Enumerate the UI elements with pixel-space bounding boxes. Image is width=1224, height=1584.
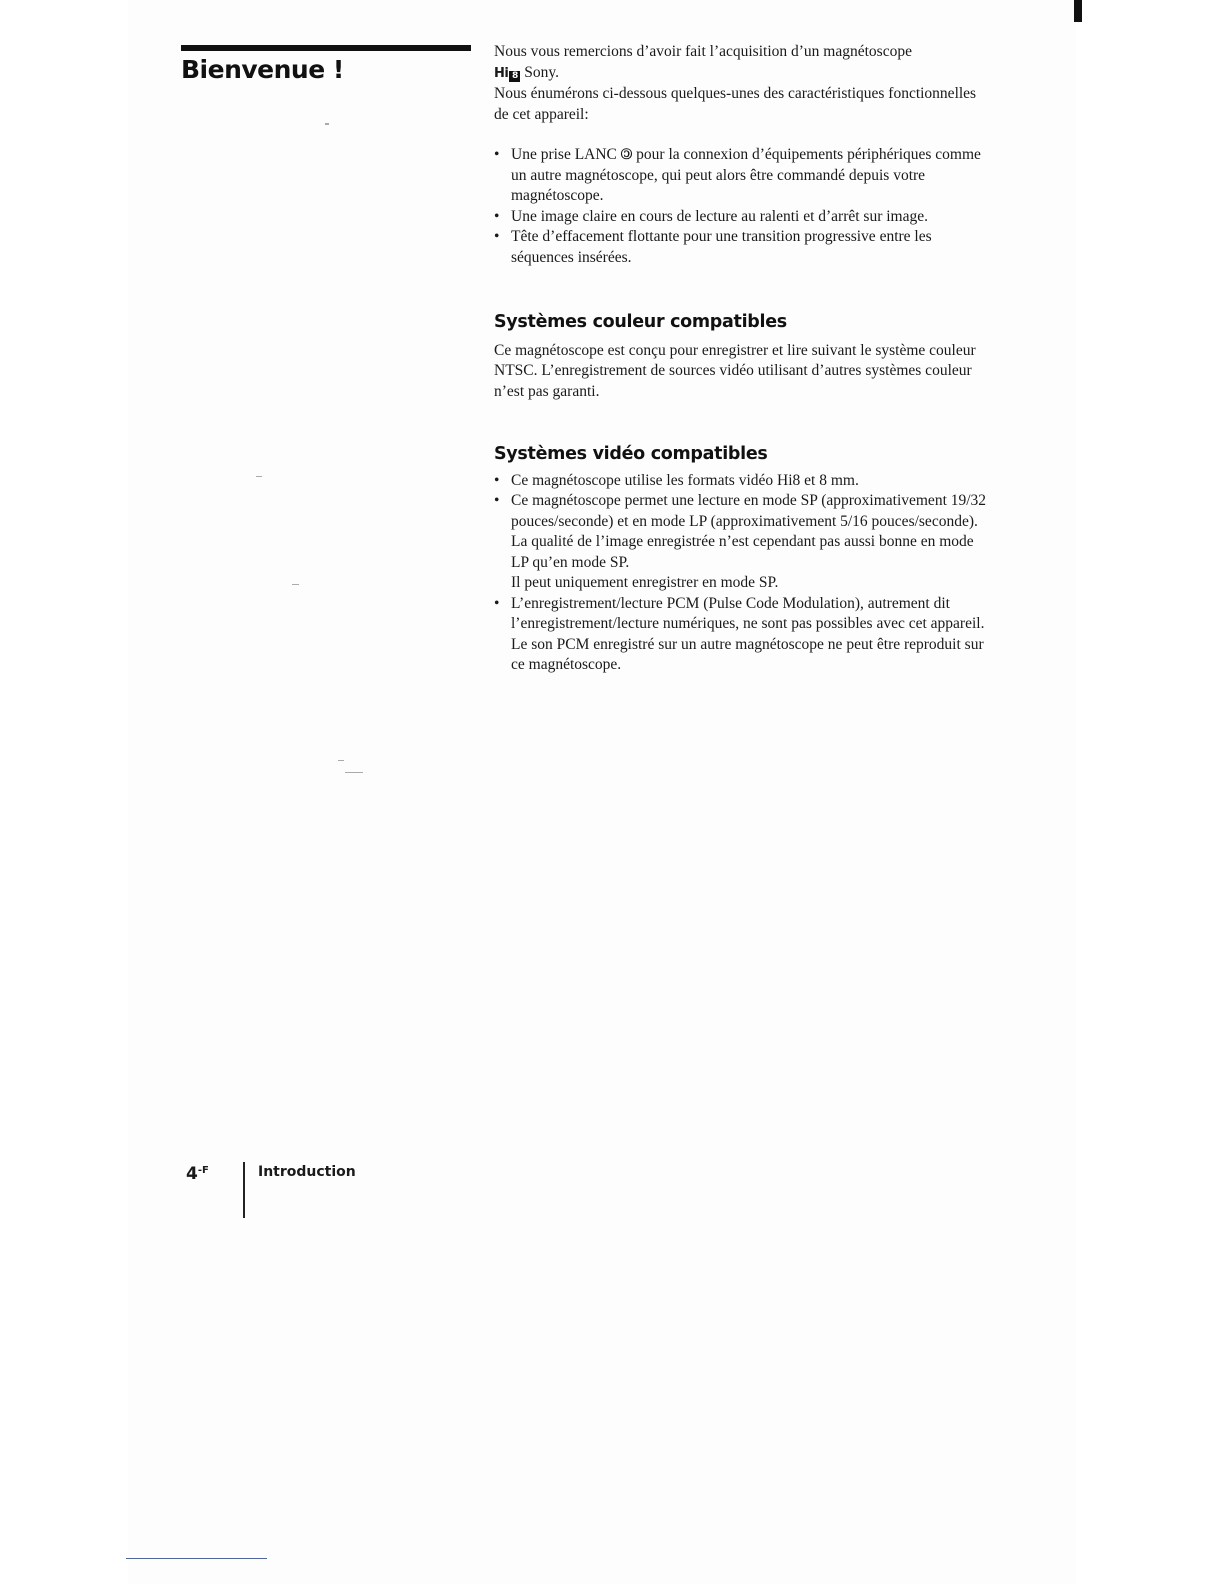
scan-speck bbox=[338, 760, 344, 761]
features-list bbox=[494, 145, 994, 268]
video-item-note: Il peut uniquement enregistrer en mode SP. bbox=[511, 574, 779, 591]
bottom-underline bbox=[126, 1558, 267, 1559]
list-item bbox=[494, 471, 994, 492]
intro-line-1: Nous vous remercions d’avoir fait l’acquisition d’un magnétoscope bbox=[494, 43, 912, 60]
bullet-icon: • bbox=[494, 594, 500, 612]
corner-tab-mark bbox=[1074, 0, 1082, 22]
list-item bbox=[494, 594, 994, 676]
page-number bbox=[186, 1164, 209, 1184]
video-systems-list bbox=[494, 471, 994, 676]
footer-section-title: Introduction bbox=[258, 1164, 356, 1180]
hi8-logo bbox=[494, 66, 520, 81]
color-systems-body: Ce magnétoscope est conçu pour enregistrer et lire suivant le système couleur NTSC. L’enregistrement de sources vidéo utilisant d’autres systèmes couleur n’est pas garanti. bbox=[494, 341, 976, 400]
bullet-icon: • bbox=[494, 207, 500, 225]
page-title: Bienvenue ! bbox=[181, 55, 344, 84]
intro-features-lead: Nous énumérons ci-dessous quelques-unes des caractéristiques fonctionnelles de cet appareil: bbox=[494, 85, 977, 123]
section-heading-video: Systèmes vidéo compatibles bbox=[494, 444, 768, 464]
bullet-icon: • bbox=[494, 146, 500, 163]
list-item bbox=[494, 145, 994, 207]
list-item bbox=[494, 227, 994, 268]
scan-speck bbox=[325, 123, 329, 125]
main-content bbox=[494, 42, 994, 676]
feature-text: Tête d’effacement flottante pour une transition progressive entre les séquences insérées. bbox=[511, 228, 932, 266]
video-item-text: Ce magnétoscope permet une lecture en mode SP (approximativement 19/32 pouces/seconde) et en mode LP (approximativement 5/16 pouces/seconde). La qualité de l’image enregistrée n’est cependant pas aussi bonne en mode LP qu’en mode SP. bbox=[511, 492, 987, 571]
scan-speck bbox=[256, 476, 262, 477]
video-item-text: Ce magnétoscope utilise les formats vidéo Hi8 et 8 mm. bbox=[511, 471, 859, 489]
hi8-logo-8: 8 bbox=[509, 71, 520, 82]
intro-paragraph bbox=[494, 42, 994, 84]
feature-lanc-prefix: Une prise LANC bbox=[511, 146, 621, 163]
feature-text: Une image claire en cours de lecture au ralenti et d’arrêt sur image. bbox=[511, 207, 929, 225]
hi8-logo-hi: Hi bbox=[494, 65, 509, 81]
bullet-icon: • bbox=[494, 471, 500, 489]
intro-line-2-suffix: Sony. bbox=[520, 63, 559, 81]
feature-lanc-suffix: pour la connexion d’équipements périphériques comme un autre magnétoscope, qui peut alors être commandé depuis votre magnétoscope. bbox=[511, 146, 981, 204]
list-item bbox=[494, 207, 994, 228]
video-item-text: L’enregistrement/lecture PCM (Pulse Code Modulation), autrement dit l’enregistrement/lecture numériques, ne sont pas possibles avec cet appareil. Le son PCM enregistré sur un autre magnétoscope ne peut être reproduit sur ce magnétoscope. bbox=[511, 594, 985, 673]
lanc-icon: 🄯 bbox=[620, 147, 633, 163]
page-number-value: 4 bbox=[186, 1164, 198, 1184]
title-rule bbox=[181, 45, 471, 51]
section-heading-color: Systèmes couleur compatibles bbox=[494, 312, 787, 332]
list-item bbox=[494, 491, 994, 594]
scan-speck bbox=[345, 772, 363, 773]
scan-speck bbox=[292, 584, 299, 585]
bullet-icon: • bbox=[494, 492, 500, 509]
footer-divider bbox=[243, 1162, 245, 1218]
page-number-suffix: -F bbox=[197, 1165, 209, 1176]
bullet-icon: • bbox=[494, 228, 500, 245]
